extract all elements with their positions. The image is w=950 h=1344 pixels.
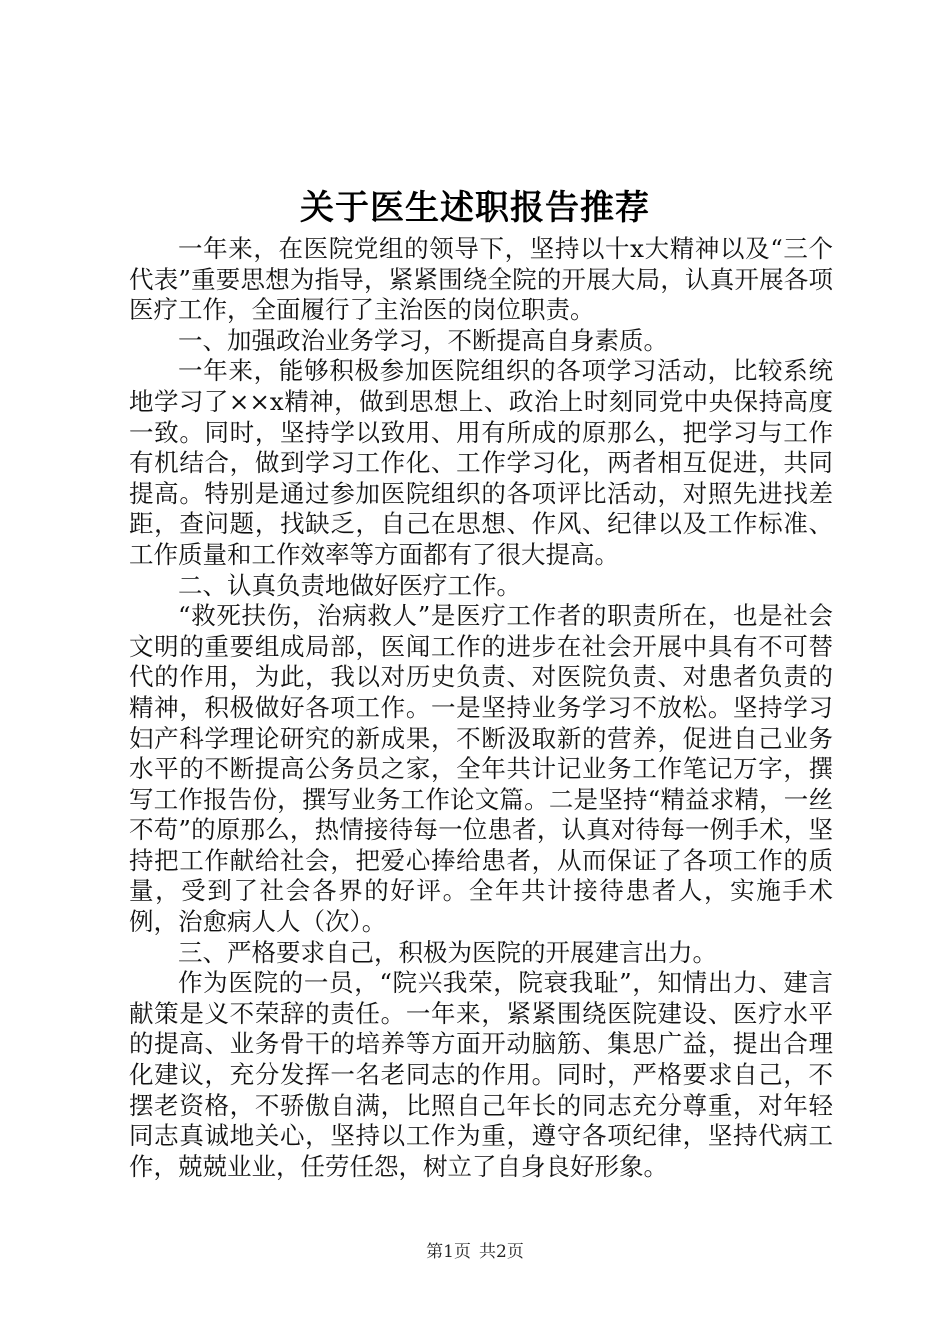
section-heading-2: 二、认真负责地做好医疗工作。	[178, 570, 521, 600]
document-body	[129, 234, 833, 1182]
paragraph-section-2: “救死扶伤，治病救人”是医疗工作者的职责所在，也是社会文明的重要组成局部，医闻工作的进步在社会开展中具有不可替代的作用，为此，我以对历史负责、对医院负责、对患者负责的精神，积极做好各项工作。一是坚持业务学习不放松。坚持学习妇产科学理论研究的新成果，不断汲取新的营养，促进自己业务水平的不断提高公务员之家，全年共计记业务工作笔记万字，撰写工作报告份，撰写业务工作论文篇。二是坚持“精益求精，一丝不苟”的原那么，热情接待每一位患者，认真对待每一例手术，坚持把工作献给社会，把爱心捧给患者，从而保证了各项工作的质量，受到了社会各界的好评。全年共计接待患者人，实施手术例，治愈病人人（次）。	[129, 601, 833, 937]
page-number: 第1页	[426, 1242, 471, 1262]
page-footer	[0, 1240, 950, 1264]
document-title: 关于医生述职报告推荐	[300, 188, 650, 228]
page-total: 共2页	[479, 1242, 524, 1262]
paragraph-section-3: 作为医院的一员，“院兴我荣，院衰我耻”，知情出力、建言献策是义不荣辞的责任。一年来，紧紧围绕医院建设、医疗水平的提高、业务骨干的培养等方面开动脑筋、集思广益，提出合理化建议，充分发挥一名老同志的作用。同时，严格要求自己，不摆老资格，不骄傲自满，比照自己年长的同志充分尊重，对年轻同志真诚地关心，坚持以工作为重，遵守各项纪律，坚持代病工作，兢兢业业，任劳任怨，树立了自身良好形象。	[129, 968, 833, 1181]
section-heading-1: 一、加强政治业务学习，不断提高自身素质。	[178, 325, 668, 355]
paragraph-intro: 一年来，在医院党组的领导下，坚持以十x大精神以及“三个代表”重要思想为指导，紧紧围绕全院的开展大局，认真开展各项医疗工作，全面履行了主治医的岗位职责。	[129, 234, 833, 325]
section-heading-3: 三、严格要求自己，积极为医院的开展建言出力。	[178, 937, 717, 967]
paragraph-section-1: 一年来，能够积极参加医院组织的各项学习活动，比较系统地学习了××x精神，做到思想上、政治上时刻同党中央保持高度一致。同时，坚持学以致用、用有所成的原那么，把学习与工作有机结合，做到学习工作化、工作学习化，两者相互促进，共同提高。特别是通过参加医院组织的各项评比活动，对照先进找差距，查问题，找缺乏，自己在思想、作风、纪律以及工作标准、工作质量和工作效率等方面都有了很大提高。	[129, 356, 833, 569]
